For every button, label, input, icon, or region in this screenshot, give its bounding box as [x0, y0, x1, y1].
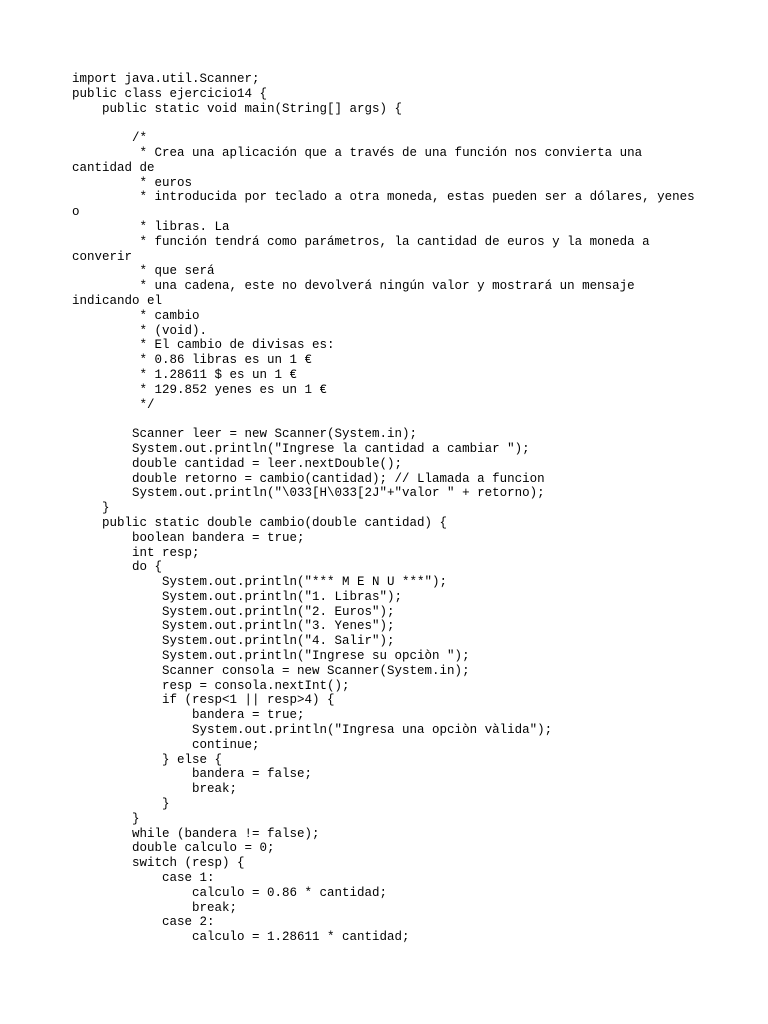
code-line: } else { [72, 752, 223, 767]
code-line: * (void). [72, 323, 208, 338]
code-line: import java.util.Scanner; [72, 72, 260, 86]
code-line [72, 116, 732, 131]
code-line: * El cambio de divisas es: [72, 338, 335, 353]
code-line: case 2: [72, 915, 215, 930]
code-line: while (bandera != false); [72, 826, 320, 841]
code-line: Scanner leer = new Scanner(System.in); [72, 427, 418, 442]
code-line: boolean bandera = true; [72, 530, 305, 545]
code-line: continue; [72, 737, 260, 752]
code-line: break; [72, 900, 238, 915]
code-line: break; [72, 782, 238, 797]
code-line: System.out.println("2. Euros"); [72, 604, 395, 619]
code-line: System.out.println("\033[H\033[2J"+"valor " + retorno); [72, 486, 545, 501]
code-line: * 1.28611 $ es un 1 € [72, 367, 298, 382]
code-line: bandera = false; [72, 767, 313, 782]
code-line: * función tendrá como parámetros, la cantidad de euros y la moneda a [72, 234, 650, 249]
code-line: * una cadena, este no devolverá ningún valor y mostrará un mensaje [72, 279, 635, 294]
code-line: public class ejercicio14 { [72, 86, 268, 101]
code-line: public static void main(String[] args) { [72, 101, 403, 116]
code-line: public static double cambio(double cantidad) { [72, 515, 448, 530]
code-block [72, 72, 732, 945]
code-line: } [72, 797, 170, 812]
code-line: } [72, 501, 110, 516]
code-line: do { [72, 560, 163, 575]
code-line: System.out.println("1. Libras"); [72, 589, 403, 604]
code-line: calculo = 0.86 * cantidad; [72, 885, 388, 900]
code-line: indicando el [72, 293, 163, 308]
code-line: calculo = 1.28611 * cantidad; [72, 930, 410, 945]
code-line: double retorno = cambio(cantidad); // Llamada a funcion [72, 471, 545, 486]
code-line: double cantidad = leer.nextDouble(); [72, 456, 403, 471]
code-line [72, 412, 732, 427]
code-line: System.out.println("Ingrese su opciòn "); [72, 649, 470, 664]
code-line: bandera = true; [72, 708, 305, 723]
code-line: System.out.println("3. Yenes"); [72, 619, 395, 634]
code-line: * introducida por teclado a otra moneda, estas pueden ser a dólares, yenes [72, 190, 695, 205]
code-line: converir [72, 249, 133, 264]
code-line: Scanner consola = new Scanner(System.in); [72, 663, 470, 678]
code-line: * que será [72, 264, 215, 279]
code-line: System.out.println("Ingresa una opciòn vàlida"); [72, 723, 553, 738]
code-line: cantidad de [72, 160, 155, 175]
code-line: resp = consola.nextInt(); [72, 678, 350, 693]
code-line: * 0.86 libras es un 1 € [72, 353, 313, 368]
code-line: * euros [72, 175, 193, 190]
code-line: * Crea una aplicación que a través de una función nos convierta una [72, 145, 643, 160]
code-line: System.out.println("4. Salir"); [72, 634, 395, 649]
code-line: * libras. La [72, 219, 230, 234]
code-line: /* [72, 131, 148, 146]
code-line: } [72, 811, 140, 826]
code-line: switch (resp) { [72, 856, 245, 871]
code-line: * 129.852 yenes es un 1 € [72, 382, 328, 397]
code-line: o [72, 205, 80, 220]
code-line: case 1: [72, 871, 215, 886]
code-line: * cambio [72, 308, 200, 323]
code-line: double calculo = 0; [72, 841, 275, 856]
code-line: if (resp<1 || resp>4) { [72, 693, 335, 708]
code-line: int resp; [72, 545, 200, 560]
code-line: System.out.println("Ingrese la cantidad a cambiar "); [72, 441, 530, 456]
code-line: */ [72, 397, 155, 412]
code-line: System.out.println("*** M E N U ***"); [72, 575, 448, 590]
